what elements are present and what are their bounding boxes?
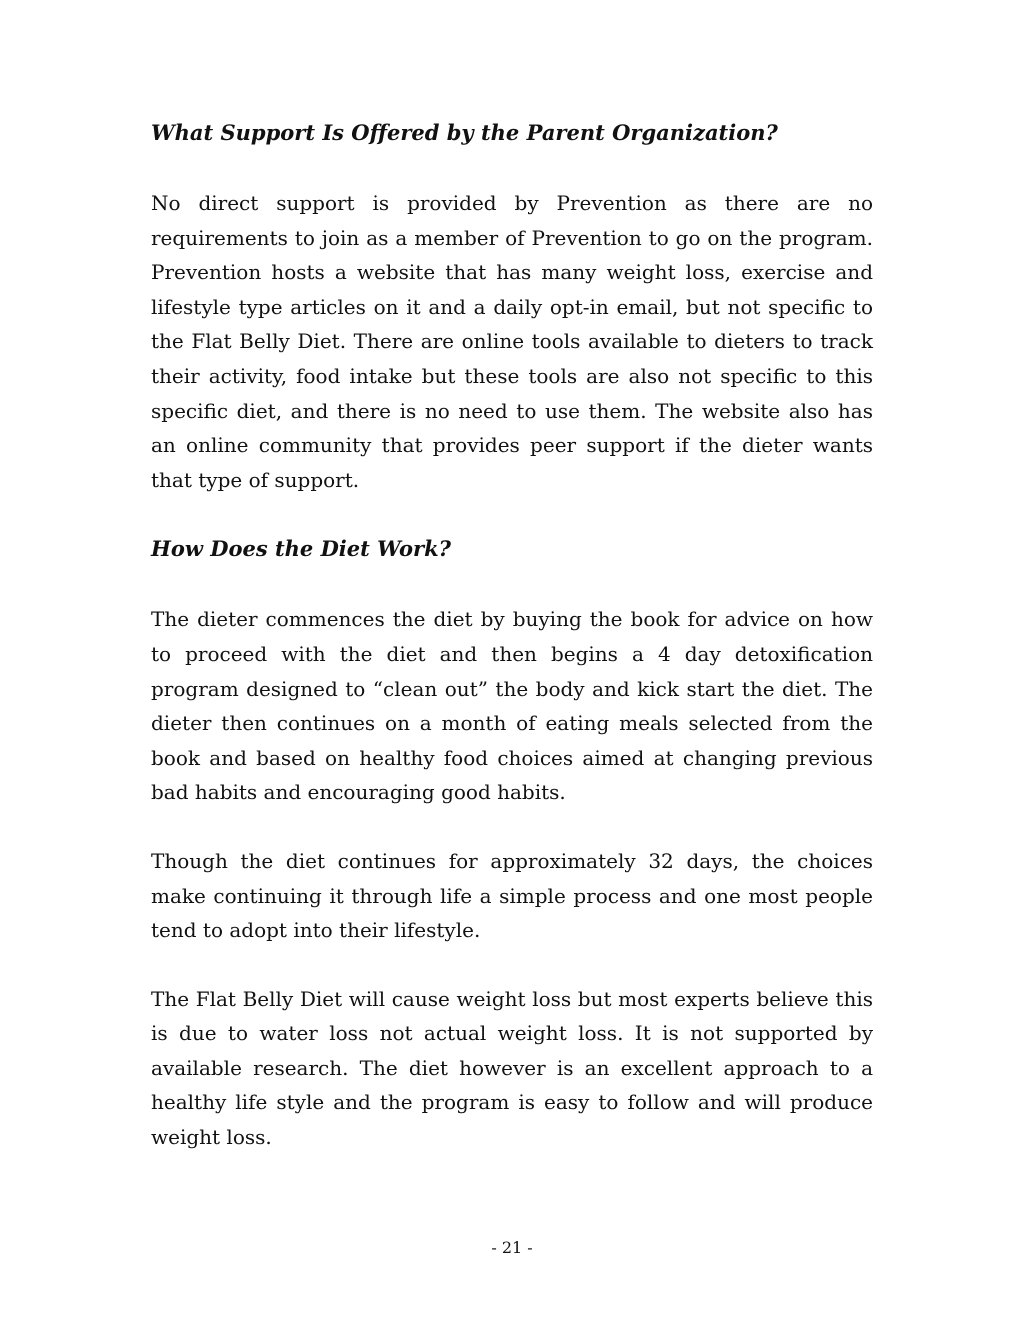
page-number: - 21 - [491, 1238, 533, 1257]
section-heading-how-diet-works: How Does the Diet Work? [151, 536, 451, 562]
section-heading-parent-support: What Support Is Offered by the Parent Organization? [151, 120, 778, 145]
paragraph-diet-duration: Though the diet continues for approximately 32 days, the choices make continuing it through life a simple process and one most people tend to adopt into their lifestyle. [151, 848, 873, 943]
paragraph-parent-support: No direct support is provided by Prevention as there are no requirements to join as a member of Prevention to go on the program. Prevention hosts a website that has many weight loss, exercise and lifestyle type articles on it and a daily opt-in email, but not specific to the Flat Belly Diet. There are online tools available to dieters to track their activity, food intake but these tools are also not specific to this specific diet, and there is no need to use them. The website also has an online community that provides peer support if the dieter wants that type of support. [151, 191, 873, 492]
paragraph-diet-conclusion: The Flat Belly Diet will cause weight loss but most experts believe this is due to water loss not actual weight loss. It is not supported by available research. The diet however is an excellent approach to a healthy life style and the program is easy to follow and will produce weight loss. [151, 986, 873, 1150]
paragraph-diet-process: The dieter commences the diet by buying the book for advice on how to proceed with the diet and then begins a 4 day detoxification program designed to “clean out” the body and kick start the diet. The dieter then continues on a month of eating meals selected from the book and based on healthy food choices aimed at changing previous bad habits and encouraging good habits. [151, 607, 873, 805]
page-content [151, 115, 873, 1155]
